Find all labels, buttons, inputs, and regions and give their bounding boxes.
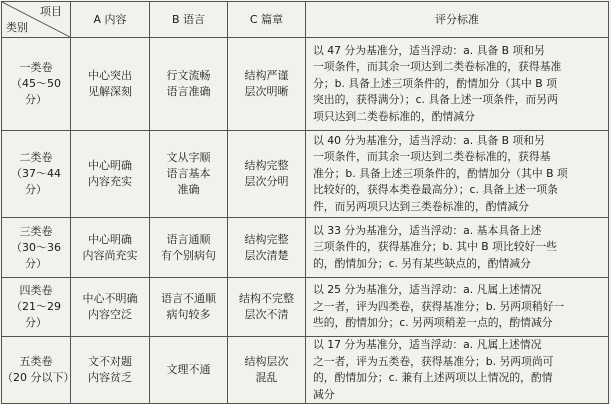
criteria-cell	[306, 218, 609, 278]
cell-line: 结构严谨	[244, 69, 289, 82]
category-cell	[2, 278, 71, 337]
structure-cell	[228, 278, 306, 337]
score-range: （37～44 分）	[11, 167, 61, 196]
criteria-cell	[306, 278, 609, 337]
language-cell	[150, 278, 228, 337]
structure-cell	[228, 218, 306, 278]
cell-line: 行文流畅	[166, 69, 211, 82]
cell-line: 混乱	[255, 371, 278, 384]
language-cell	[150, 38, 228, 131]
content-cell	[71, 337, 150, 404]
structure-cell	[228, 337, 306, 404]
criteria-line: 比较好的，获得本类卷最高分）；c. 具备上述一项条	[313, 183, 558, 197]
criteria-line: 以 17 分为基准分，适当浮动：a. 凡属上述情况	[313, 338, 542, 351]
cell-line: 内容贫乏	[88, 371, 132, 384]
cell-line: 文不对题	[88, 355, 132, 368]
cell-line: 中心不明确	[82, 292, 138, 305]
criteria-line: 些的，酌情加分；c. 另两项稍差一点的，酌情减分	[313, 316, 553, 330]
criteria-line: 件，而另两项只达到三类卷标准的，酌情减分	[313, 199, 529, 213]
criteria-line: 以 40 分为基准分，适当浮动：a. 具备 B 项和另	[313, 133, 545, 147]
cell-line: 内容空泛	[88, 308, 132, 321]
score-range: （20 分以下）	[2, 371, 75, 384]
cell-line: 结构不完整	[239, 292, 294, 305]
cell-line: 准确	[177, 183, 200, 196]
cell-line: 层次清楚	[244, 248, 289, 262]
cell-line: 文理不通	[166, 363, 211, 376]
criteria-line: 项只达到二类卷标准的，酌情减分	[313, 109, 475, 123]
cell-line: 中心明确	[88, 232, 132, 246]
language-cell	[150, 131, 228, 218]
category-label: 五类卷	[19, 355, 53, 368]
table-row	[2, 38, 609, 131]
category-label: 四类卷	[19, 284, 53, 297]
cell-line: 结构层次	[244, 355, 289, 368]
criteria-line: 之一者，评为四类卷，获得基准分；b. 另两项稍好一	[313, 299, 565, 313]
column-header-criteria: 评分标准	[306, 2, 609, 38]
column-header-a: A 内容	[71, 2, 150, 38]
criteria-line: 准分；b. 具备上述三项条件的，酌情加分（其中 B 项	[313, 166, 568, 180]
cell-line: 文从字顺	[166, 151, 211, 164]
corner-bottom-label: 类别	[6, 21, 28, 34]
language-cell	[150, 337, 228, 404]
cell-line: 病句较多	[166, 308, 211, 321]
grading-table	[1, 1, 609, 404]
column-header-c: C 篇章	[228, 2, 306, 38]
cell-line: 内容尚充实	[82, 248, 138, 262]
criteria-cell	[306, 131, 609, 218]
cell-line: 语言准确	[166, 85, 211, 98]
criteria-line: 突出的，获得满分）；c. 具备上述一项条件，而另两	[313, 93, 558, 107]
cell-line: 结构完整	[244, 159, 289, 172]
criteria-line: 分；b. 具备上述三项条件的，酌情加分（其中 B 项	[313, 76, 557, 90]
category-cell	[2, 131, 71, 218]
structure-cell	[228, 38, 306, 131]
cell-line: 结构完整	[244, 232, 289, 246]
cell-line: 层次不清	[244, 308, 289, 321]
criteria-line: 减分	[313, 387, 335, 401]
criteria-line: 以 25 分为基准分，适当浮动：a. 凡属上述情况	[313, 283, 542, 297]
category-label: 二类卷	[19, 151, 53, 164]
cell-line: 语言通顺	[166, 232, 211, 246]
score-range: （21～29 分）	[11, 300, 61, 329]
content-cell	[71, 218, 150, 278]
criteria-line: 一项条件，而其余一项达到二类卷标准的，获得基准	[313, 60, 562, 74]
cell-line: 语言不通顺	[161, 292, 216, 305]
cell-line: 见解深刻	[88, 85, 132, 98]
table-row	[2, 278, 609, 337]
category-cell	[2, 337, 75, 404]
table-row	[2, 131, 609, 218]
criteria-cell	[306, 38, 609, 131]
category-label: 一类卷	[19, 61, 53, 74]
header-row	[2, 2, 609, 38]
corner-top-label: 项目	[40, 5, 62, 18]
column-header-b: B 语言	[150, 2, 228, 38]
criteria-line: 以 33 分为基准分，适当浮动：a. 基本具备上述	[313, 223, 542, 237]
category-label: 三类卷	[19, 224, 53, 238]
score-range: （45～50 分）	[11, 77, 61, 106]
table-row	[2, 337, 609, 404]
cell-line: 中心明确	[88, 159, 132, 172]
cell-line: 层次分明	[244, 175, 289, 188]
content-cell	[71, 278, 150, 337]
structure-cell	[228, 131, 306, 218]
score-range: （30～36 分）	[11, 240, 61, 270]
cell-line: 层次明晰	[244, 85, 289, 98]
cell-line: 中心突出	[88, 69, 132, 82]
criteria-line: 之一者，评为五类卷，获得基准分；b. 另两项尚可	[313, 354, 554, 368]
cell-line: 语言基本	[166, 167, 211, 180]
criteria-cell	[306, 337, 609, 404]
category-cell	[2, 38, 71, 131]
table-row	[2, 218, 609, 278]
criteria-line: 三项条件的，获得基准分；b. 其中 B 项比较好一些	[313, 240, 557, 254]
criteria-line: 的，酌情加分；c. 另有某些缺点的，酌情减分	[313, 256, 531, 270]
cell-line: 内容充实	[88, 175, 132, 188]
criteria-line: 一项条件，而其余一项达到二类卷标准的，获得基	[313, 150, 551, 164]
content-cell	[71, 38, 150, 131]
corner-header-cell	[2, 2, 71, 38]
criteria-line: 的，酌情加分；c. 兼有上述两项以上情况的，酌情	[313, 371, 553, 384]
criteria-line: 以 47 分为基准分，适当浮动：a. 具备 B 项和另	[313, 43, 545, 57]
cell-line: 有个别病句	[161, 248, 216, 262]
category-cell	[2, 218, 71, 278]
content-cell	[71, 131, 150, 218]
language-cell	[150, 218, 228, 278]
